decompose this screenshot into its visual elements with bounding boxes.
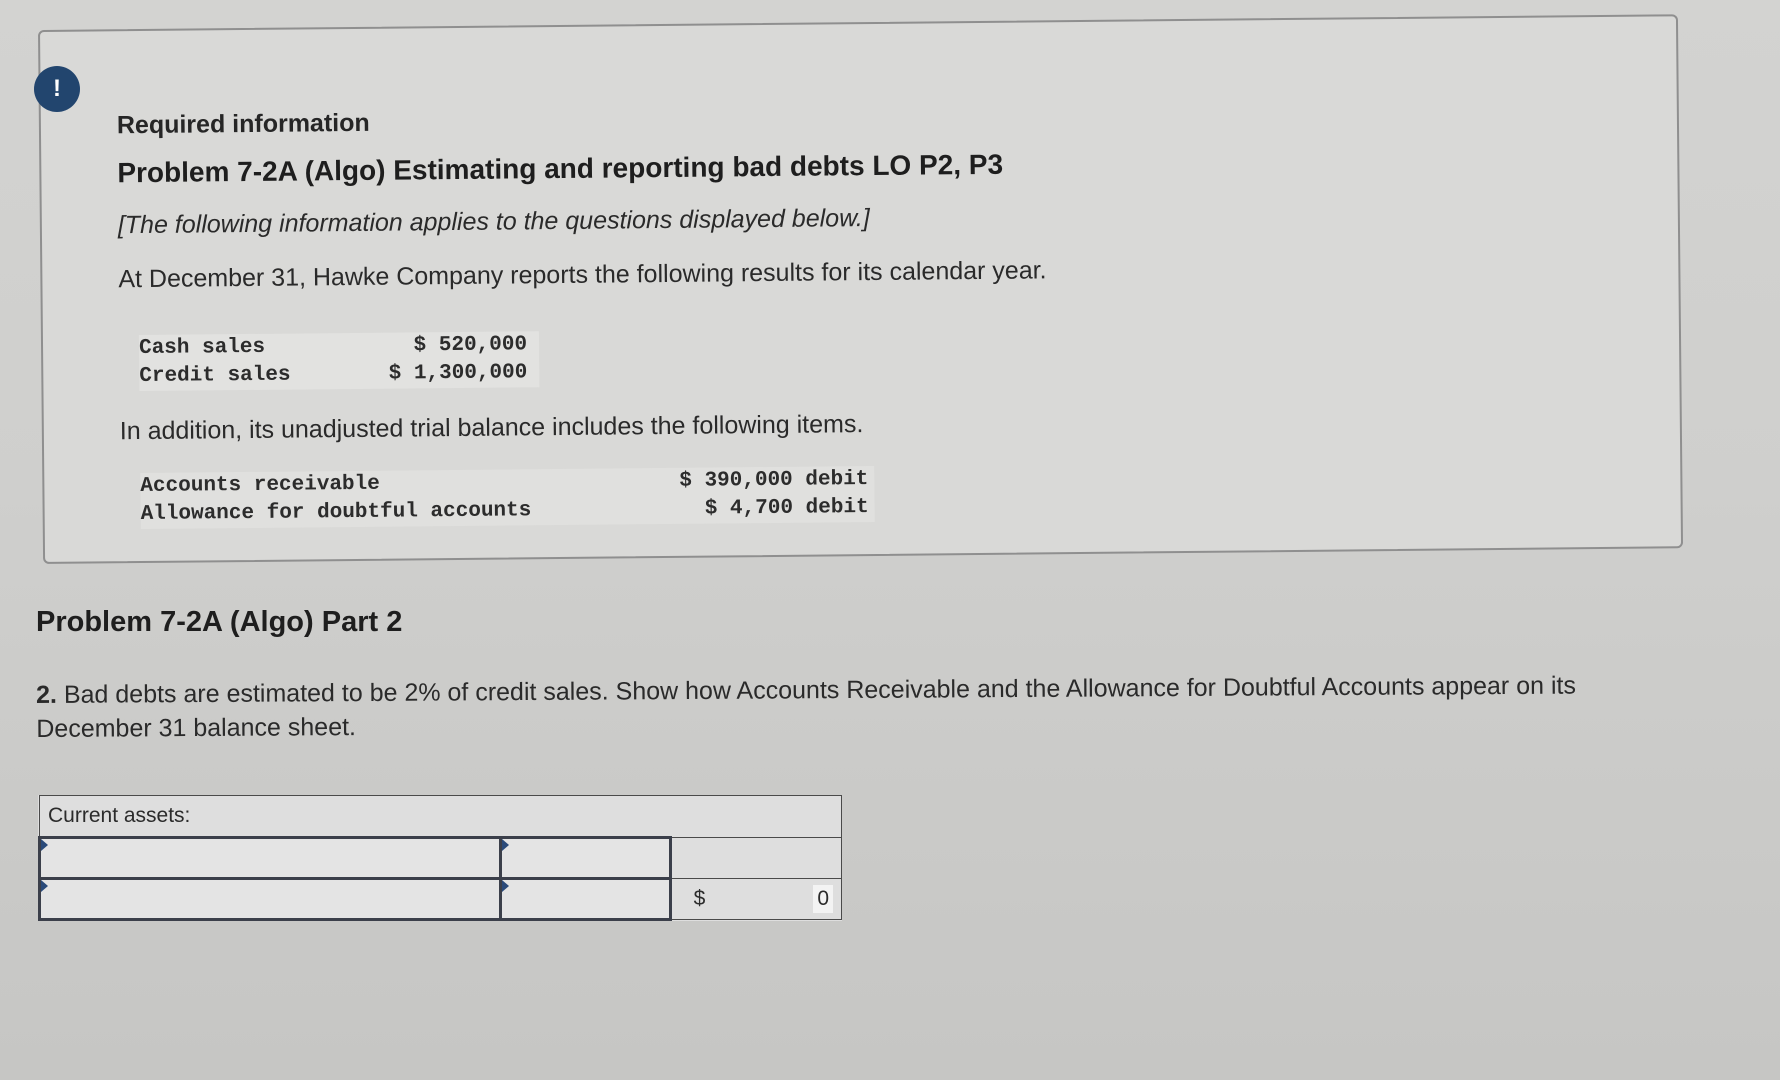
trial-balance-label: Allowance for doubtful accounts (140, 499, 532, 527)
currency-symbol: $ (693, 887, 706, 910)
sales-label: Cash sales (138, 335, 266, 361)
trial-balance-value: $ 390,000 debit (679, 468, 869, 493)
required-information-panel (38, 14, 1683, 564)
trial-balance-label: Accounts receivable (140, 472, 380, 499)
applies-note: [The following information applies to the questions displayed below.] (117, 204, 870, 240)
table-row (40, 879, 842, 920)
sales-label: Credit sales (139, 363, 291, 389)
current-assets-header: Current assets: (40, 796, 842, 838)
sales-value: $ 520,000 (413, 333, 528, 358)
table-row (139, 331, 539, 363)
intro-text: At December 31, Hawke Company reports the following results for its calendar year. (118, 256, 1047, 294)
total-cell-empty (670, 838, 841, 879)
amount-input-1[interactable] (500, 838, 670, 879)
account-name-input-2[interactable] (40, 879, 501, 920)
sales-value: $ 1,300,000 (388, 361, 528, 386)
problem-title: Problem 7-2A (Algo) Estimating and reporting bad debts LO P2, P3 (117, 148, 1004, 189)
question-text (36, 668, 1676, 746)
balance-sheet-answer-table (38, 795, 842, 921)
table-row (40, 838, 842, 879)
question-number: 2. (36, 680, 58, 709)
alert-icon: ! (34, 66, 80, 112)
account-name-input-1[interactable] (40, 838, 501, 879)
table-row (40, 796, 842, 838)
table-row (139, 359, 539, 391)
total-cell (670, 879, 841, 920)
sales-table (139, 331, 540, 391)
total-value: 0 (813, 885, 833, 913)
addition-text: In addition, its unadjusted trial balance includes the following items. (119, 410, 864, 446)
trial-balance-table (140, 466, 875, 529)
part-title: Problem 7-2A (Algo) Part 2 (36, 606, 403, 638)
question-body: Bad debts are estimated to be 2% of credit sales. Show how Accounts Receivable and the Allowance for Doubtful Accounts appear on its December 31 balance sheet. (36, 671, 1576, 743)
required-information-label: Required information (116, 108, 370, 140)
trial-balance-value: $ 4,700 debit (704, 496, 869, 521)
table-row (141, 494, 875, 529)
amount-input-2[interactable] (500, 879, 670, 920)
